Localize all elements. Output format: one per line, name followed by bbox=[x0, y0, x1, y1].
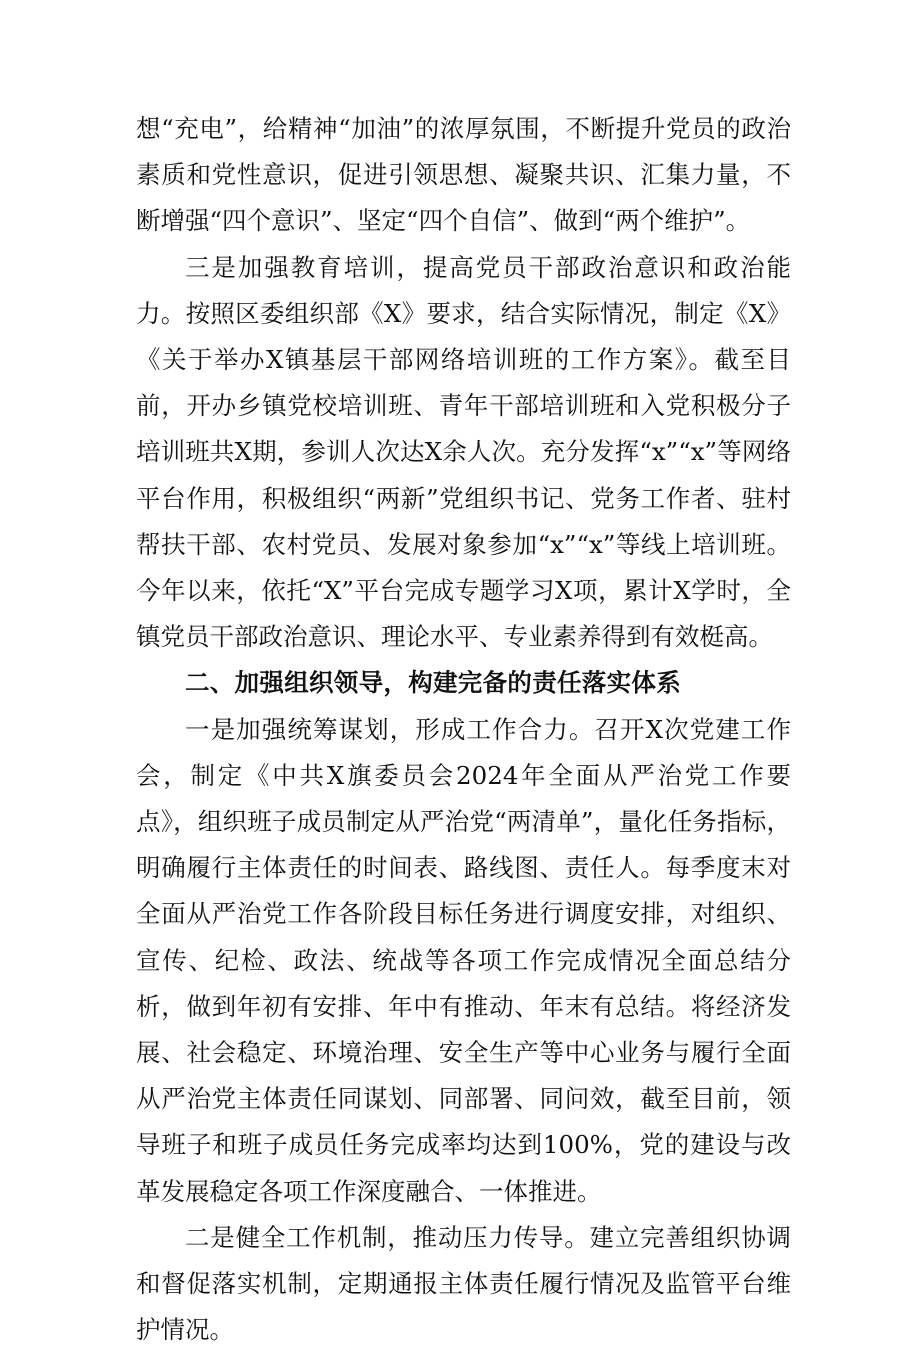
paragraph-continued: 想“充电”，给精神“加油”的浓厚氛围，不断提升党员的政治素质和党性意识，促进引领思想、凝聚共识、汇集力量，不断增强“四个意识”、坚定“四个自信”、做到“两个维护”。 bbox=[136, 114, 791, 236]
section-heading: 二、加强组织领导，构建完备的责任落实体系 bbox=[185, 668, 681, 698]
document-body bbox=[136, 106, 791, 1353]
paragraph-coordination: 一是加强统筹谋划，形成工作合力。召开X次党建工作会，制定《中共X旗委员会2024年全面从严治党工作要点》，组织班子成员制定从严治党“两清单”，量化任务指标，明确履行主体责任的时间表、路线图、责任人。每季度末对全面从严治党工作各阶段目标任务进行调度安排，对组织、宣传、纪检、政法、统战等各项工作完成情况全面总结分析，做到年初有安排、年中有推动、年末有总结。将经济发展、社会稳定、环境治理、安全生产等中心业务与履行全面从严治党主体责任同谋划、同部署、同问效，截至目前，领导班子和班子成员任务完成率均达到100%，党的建设与改革发展稳定各项工作深度融合、一体推进。 bbox=[136, 714, 791, 1206]
paragraph-mechanism: 二是健全工作机制，推动压力传导。建立完善组织协调和督促落实机制，定期通报主体责任履行情况及监管平台维护情况。 bbox=[136, 1222, 791, 1345]
paragraph-education-training: 三是加强教育培训，提高党员干部政治意识和政治能力。按照区委组织部《X》要求，结合实际情况，制定《X》《关于举办X镇基层干部网络培训班的工作方案》。截至目前，开办乡镇党校培训班、青年干部培训班和入党积极分子培训班共X期，参训人次达X余人次。充分发挥“x”“x”等网络平台作用，积极组织“两新”党组织书记、党务工作者、驻村帮扶干部、农村党员、发展对象参加“x”“x”等线上培训班。今年以来，依托“X”平台完成专题学习X项，累计X学时，全镇党员干部政治意识、理论水平、专业素养得到有效梃高。 bbox=[136, 252, 791, 652]
